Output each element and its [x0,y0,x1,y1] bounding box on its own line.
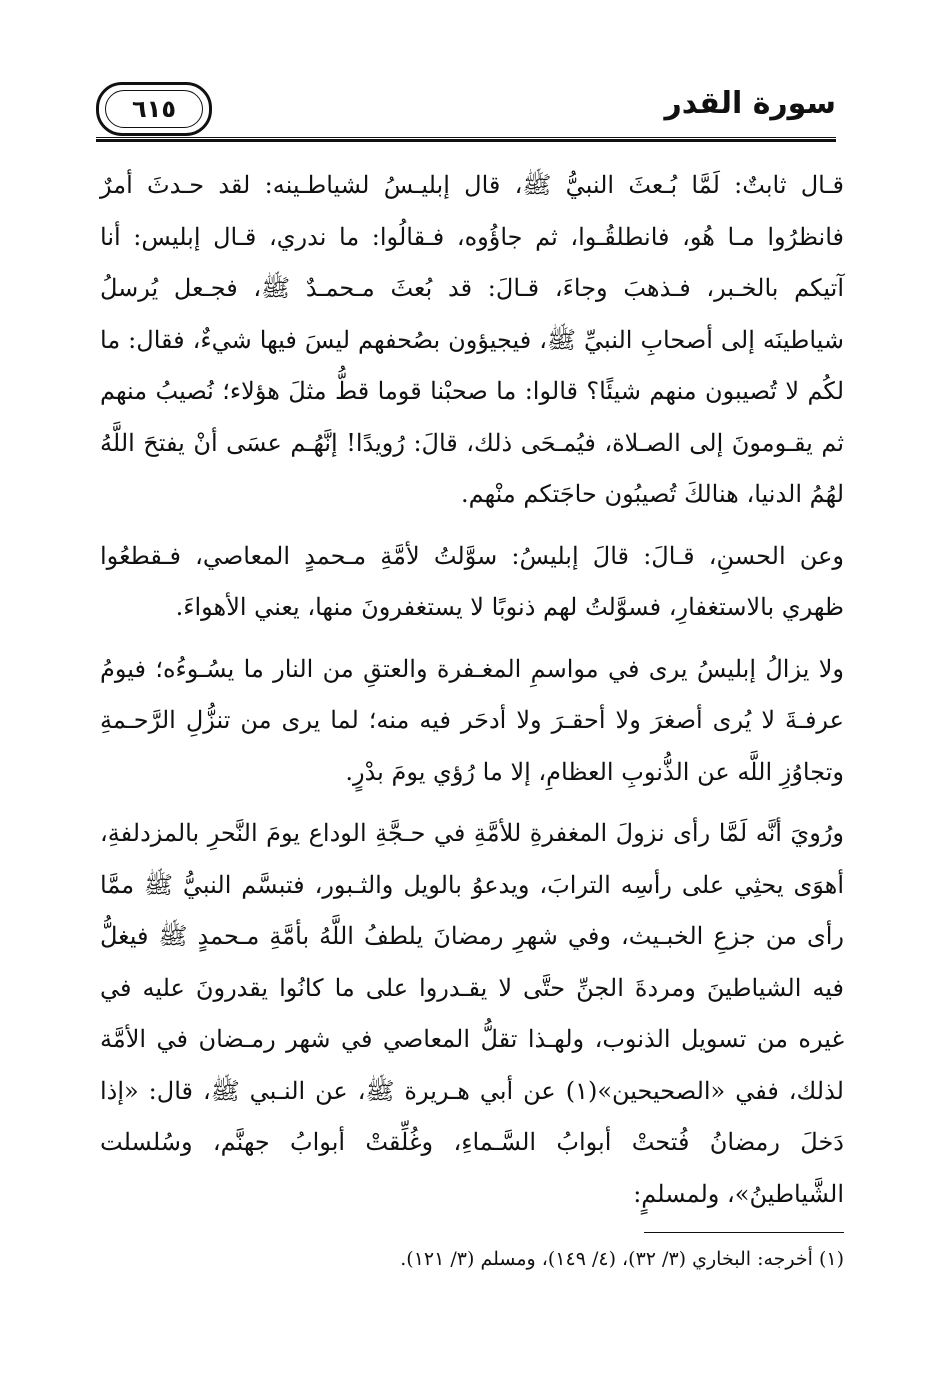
page-number-badge [96,82,212,136]
paragraph-ramadan [100,808,844,1220]
paragraph-text: ولا يزالُ إبليسُ يرى في مواسمِ المغـفرة والعتقِ من النار ما يسُـوءُه؛ فيومُ عرفـةَ لا يُرى أصغرَ ولا أحقـرَ ولا أدحَر فيه منه؛ لما يرى من تنزُّلِ الرَّحـمةِ وتجاوُزِ اللَّه عن الذُّنوبِ العظامِ، إلا ما رُؤي يومَ بدْرٍ. [100,654,844,786]
surah-title: سورة القدر [664,86,836,121]
paragraph-text: قـال ثابتٌ: لَمَّا بُـعثَ النبيُّ ﷺ، قال إبليـسُ لشياطـينه: لقد حـدثَ أمرٌ فانظرُوا مـا هُو، فانطلقُـوا، ثم جاؤُوه، فـقالُوا: ما ندري، قـال إبليس: أنا آتيكم بالخـبر، فـذهبَ وجاءَ، قـالَ: قد بُعثَ مـحمـدٌ ﷺ، فجـعل يُرسلُ شياطينَه إلى أصحابِ النبيِّ ﷺ، فيجيؤون بصُحفهم ليسَ فيها شيءٌ، فقال: ما لكُم لا تُصيبون منهم شيئًا؟ قالوا: ما صحبْنا قوما قطُّ مثلَ هؤلاء؛ نُصيبُ منهم ثم يقـومونَ إلى الصـلاة، فيُمـحَى ذلك، قالَ: رُويدًا! إنَّهُـم عسَى أنْ يفتحَ اللَّهُ لهُمُ الدنيا، هنالكَ تُصيبُون حاجَتكم منْهم. [100,171,845,508]
paragraph-hasan [100,531,844,634]
header-thin-rule [96,137,836,138]
page-number: ٦١٥ [105,90,203,128]
page-header [96,78,836,142]
page-body [100,160,844,1230]
paragraph-text: وعن الحسنِ، قـالَ: قالَ إبليسُ: سوَّلتُ لأمَّةِ مـحمدٍ المعاصي، فـقطعُوا ظهري بالاستغفارِ، فسوَّلتُ لهم ذنوبًا لا يستغفرونَ منها، يعني الأهواءَ. [100,541,844,621]
footnote-divider [644,1232,844,1233]
paragraph-text: ورُويَ أنَّه لَمَّا رأى نزولَ المغفرةِ للأمَّةِ في حـجَّةِ الوداع يومَ النَّحرِ بالمزدلفةِ، أهوَى يحثِي على رأسِه الترابَ، ويدعوُ بالويل والثـبور، فتبسَّم النبيُّ ﷺ ممَّا رأى من جزعِ الخبـيث، وفي شهرِ رمضانَ يلطفُ اللَّهُ بأمَّةِ مـحمدٍ ﷺ فيغلُّ فيه الشياطينَ ومردةَ الجنِّ حتَّى لا يقـدروا على ما كانُوا يقدرونَ عليه في غيره من تسويل الذنوب، ولهـذا تقلُّ المعاصي في شهر رمـضان في الأمَّة لذلك، ففي «الصحيحين»(١) عن أبي هـريرة ﷺ، عن النـبي ﷺ، قال: «إذا دَخلَ رمضانُ فُتحتْ أبوابُ السَّـماءِ، وغُلِّقتْ أبوابُ جهنَّم، وسُلسلت الشَّياطينُ»، ولمسلمٍ: [100,819,844,1208]
footnote: (١) أخرجه: البخاري (٣/ ٣٢)، (٤/ ١٤٩)، ومسلم (٣/ ١٢١). [400,1248,844,1270]
paragraph-thabit [100,160,844,521]
header-rule [96,139,836,142]
paragraph-arafah [100,644,844,799]
